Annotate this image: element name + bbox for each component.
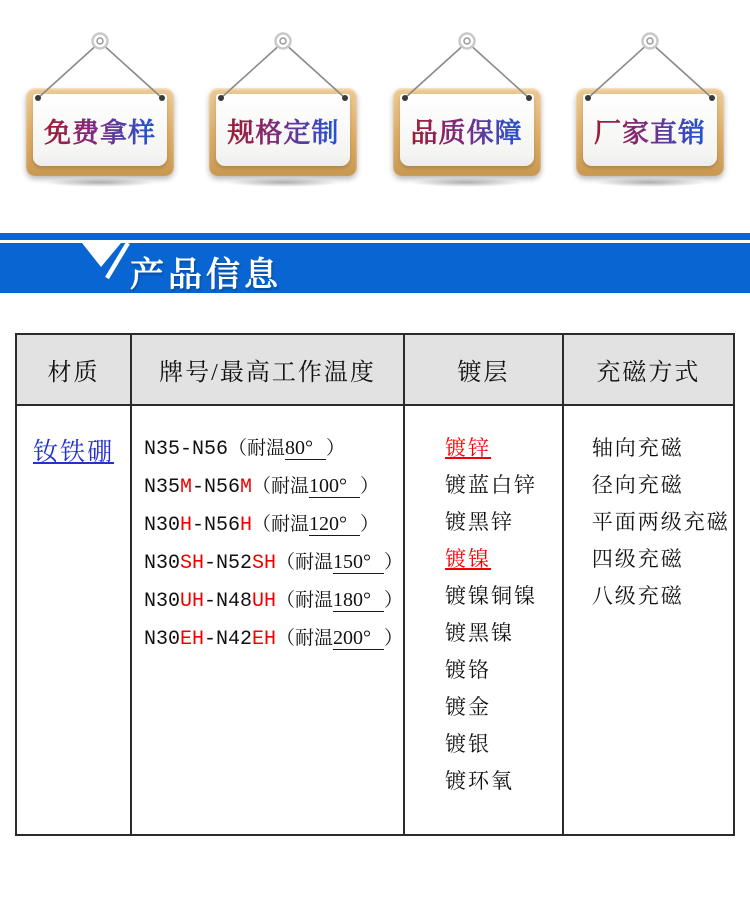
hanging-sign-badge <box>392 30 542 190</box>
coating-item: 镀蓝白锌 <box>445 473 538 497</box>
coating-item: 镀金 <box>445 695 492 719</box>
coating-item: 镀镍 <box>445 547 492 571</box>
coating-item: 镀环氧 <box>445 769 515 793</box>
coatings-cell <box>404 405 563 835</box>
grade-line: N30EH-N42EH（耐温200° ） <box>143 627 404 651</box>
grades-cell <box>131 405 404 835</box>
magnetization-item: 轴向充磁 <box>591 436 684 460</box>
hanging-sign-badge <box>25 30 175 190</box>
coating-item: 镀镍铜镍 <box>445 584 538 608</box>
hanger-string-icon <box>208 30 358 105</box>
header-material: 材质 <box>16 334 131 405</box>
banner-title: 产品信息 <box>130 256 282 294</box>
table-header-row <box>16 334 734 405</box>
grade-line: N35M-N56M（耐温100° ） <box>143 475 380 499</box>
hanging-sign-badge <box>575 30 725 190</box>
grade-line: N30SH-N52SH（耐温150° ） <box>143 551 404 575</box>
magnetization-item: 平面两级充磁 <box>591 510 730 534</box>
coating-item: 镀铬 <box>445 658 492 682</box>
magnetization-item: 八级充磁 <box>591 584 684 608</box>
material-cell <box>16 405 131 835</box>
header-coating: 镀层 <box>404 334 563 405</box>
magnetization-item: 四级充磁 <box>591 547 684 571</box>
badge-label: 免费拿样 <box>44 111 156 150</box>
coating-item: 镀锌 <box>445 436 492 460</box>
grade-line: N30UH-N48UH（耐温180° ） <box>143 589 404 613</box>
badge-label: 厂家直销 <box>594 111 706 150</box>
magnetization-cell <box>563 405 734 835</box>
badges-row <box>0 30 750 190</box>
table-body-row <box>16 405 734 835</box>
grade-line: N30H-N56H（耐温120° ） <box>143 513 380 537</box>
header-magnetization: 充磁方式 <box>563 334 734 405</box>
coating-item: 镀银 <box>445 732 492 756</box>
material-link[interactable]: 钕铁硼 <box>32 439 114 466</box>
header-grade-temp: 牌号/最高工作温度 <box>131 334 404 405</box>
coating-item: 镀黑镍 <box>445 621 515 645</box>
badge-label: 品质保障 <box>411 111 523 150</box>
hanger-string-icon <box>25 30 175 105</box>
hanger-string-icon <box>575 30 725 105</box>
badge-label: 规格定制 <box>227 111 339 150</box>
banner-top-stripe <box>0 233 750 240</box>
magnetization-item: 径向充磁 <box>591 473 684 497</box>
product-info-banner <box>0 243 750 293</box>
coating-item: 镀黑锌 <box>445 510 515 534</box>
hanger-string-icon <box>392 30 542 105</box>
product-spec-table <box>15 333 735 836</box>
grade-line: N35-N56（耐温80° ） <box>143 437 345 461</box>
hanging-sign-badge <box>208 30 358 190</box>
